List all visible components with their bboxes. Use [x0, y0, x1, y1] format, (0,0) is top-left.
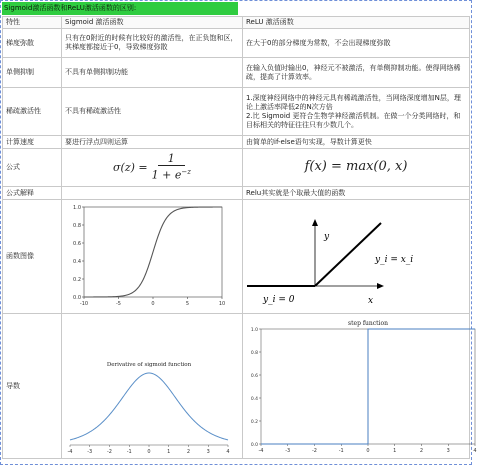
sigmoid-derivative-cell	[62, 314, 243, 459]
header-sigmoid: Sigmoid 激活函数	[62, 17, 243, 29]
x-tick-label: 1	[167, 448, 171, 455]
relu-right-equation: y_i = x_i	[375, 254, 414, 265]
y-tick-label: 0.2	[73, 276, 81, 283]
relu-x-arrow	[377, 283, 384, 289]
y-tick-label: 0.8	[73, 222, 81, 229]
x-tick-label: -2	[312, 447, 317, 454]
x-tick-label: -10	[79, 300, 89, 307]
row-relu-cell: 在输入负值时输出0，神经元不被激活，有单侧抑制功能。使得网络稀疏，提高了计算效率。	[243, 58, 470, 88]
x-tick-label: 5	[185, 300, 190, 307]
chart-title: Derivative of sigmoid function	[106, 361, 192, 368]
relu-chart	[243, 201, 481, 313]
x-tick-label: -3	[285, 447, 291, 454]
relu-formula: f(x) = max(0, x)	[304, 159, 408, 174]
table-row	[3, 149, 470, 187]
x-tick-label: 2	[419, 447, 424, 454]
row-sigmoid-cell	[62, 187, 243, 200]
sigmoid-formula-cell	[62, 149, 243, 187]
y-tick-label: 0.8	[250, 350, 258, 356]
table-header-row	[3, 17, 470, 29]
x-tick-label: 0	[147, 448, 151, 455]
y-tick-label: 0.0	[73, 294, 81, 301]
relu-formula-cell	[243, 149, 470, 187]
row-sigmoid-cell: 不具有稀疏激活性	[62, 88, 243, 136]
step-function-chart	[243, 315, 481, 458]
sigmoid-formula-lhs: σ(z) =	[113, 161, 148, 174]
relu-x-label: x	[368, 295, 374, 306]
step-line	[261, 329, 475, 444]
row-label: 梯度弥散	[3, 29, 62, 58]
row-relu-cell: 由简单的if-else语句实现，导数计算更快	[243, 136, 470, 149]
page-title: Sigmoid激活函数和ReLU激活函数的区别:	[2, 2, 238, 15]
x-tick-label: 4	[473, 447, 477, 454]
x-tick-label: 0	[366, 447, 370, 454]
x-tick-label: -3	[87, 448, 93, 455]
x-tick-label: 2	[186, 448, 191, 455]
x-tick-label: -1	[338, 447, 344, 454]
sigmoid-chart	[62, 201, 234, 313]
table-row	[3, 314, 470, 459]
x-tick-label: -4	[67, 448, 73, 455]
row-label: 公式	[3, 149, 62, 187]
table-row	[3, 200, 470, 314]
x-tick-label: 3	[446, 447, 450, 454]
table-row	[3, 187, 470, 200]
sigmoid-numerator: 1	[158, 153, 185, 166]
row-relu-cell: Relu其实就是个取最大值的函数	[243, 187, 470, 200]
y-tick-label: 0.6	[73, 240, 81, 247]
y-tick-label: 0.0	[250, 442, 258, 448]
x-tick-label: 0	[151, 300, 155, 307]
comparison-table	[2, 16, 477, 459]
x-tick-label: 4	[226, 448, 230, 455]
header-relu: ReLU 激活函数	[243, 17, 470, 29]
x-tick-label: 3	[206, 448, 210, 455]
table-row	[3, 58, 470, 88]
y-tick-label: 1.0	[73, 204, 81, 211]
x-tick-label: -2	[107, 448, 112, 455]
table-row	[3, 29, 470, 58]
x-tick-label: -1	[126, 448, 132, 455]
step-plot-cell	[243, 314, 477, 459]
relu-y-label: y	[324, 231, 330, 242]
y-tick-label: 0.6	[250, 373, 258, 379]
table-row	[3, 88, 470, 136]
row-label: 计算速度	[3, 136, 62, 149]
table-row	[3, 136, 470, 149]
header-feature: 特性	[3, 17, 62, 29]
row-label: 函数图像	[3, 200, 62, 314]
y-tick-label: 0.4	[250, 396, 258, 402]
sigmoid-formula	[113, 153, 191, 182]
sigmoid-derivative-chart	[62, 315, 234, 458]
chart-title: step function	[348, 319, 388, 327]
x-tick-label: 10	[218, 300, 226, 307]
row-relu-cell: 在大于0的部分梯度为常数，不会出现梯度弥散	[243, 29, 470, 58]
relu-left-equation: y_i = 0	[263, 294, 295, 305]
row-sigmoid-cell: 要进行浮点四则运算	[62, 136, 243, 149]
sigmoid-denominator: $1 + e^{-z}$	[151, 168, 191, 182]
row-label: 公式解释	[3, 187, 62, 200]
row-label: 单侧抑制	[3, 58, 62, 88]
row-label: 稀疏激活性	[3, 88, 62, 136]
row-relu-cell: 1.深度神经网络中的神经元具有稀疏激活性，当网络深度增加N层，理论上激活率降低2的N次方倍 2.比 Sigmoid 更符合生物学神经激活机制。在做一个分类网络时，和目标相关的特征往往只有少数几个。	[243, 88, 470, 136]
sigmoid-plot-cell	[62, 200, 243, 314]
x-tick-label: 1	[393, 447, 397, 454]
row-sigmoid-cell: 不具有单侧抑制功能	[62, 58, 243, 88]
row-label: 导数	[3, 314, 62, 459]
relu-y-arrow	[312, 219, 318, 226]
y-tick-label: 0.4	[73, 258, 81, 265]
sigmoid-derivative-curve	[70, 373, 228, 440]
sigmoid-curve	[84, 207, 222, 297]
x-tick-label: -4	[258, 447, 264, 454]
sigmoid-fraction	[152, 153, 191, 182]
y-tick-label: 0.2	[250, 419, 258, 425]
x-tick-label: -5	[116, 300, 121, 307]
row-sigmoid-cell: 只有在0附近的时候有比较好的激活性，在正负饱和区，其梯度都接近于0，导致梯度弥散	[62, 29, 243, 58]
y-tick-label: 1.0	[250, 327, 258, 333]
relu-plot-cell	[243, 200, 470, 314]
